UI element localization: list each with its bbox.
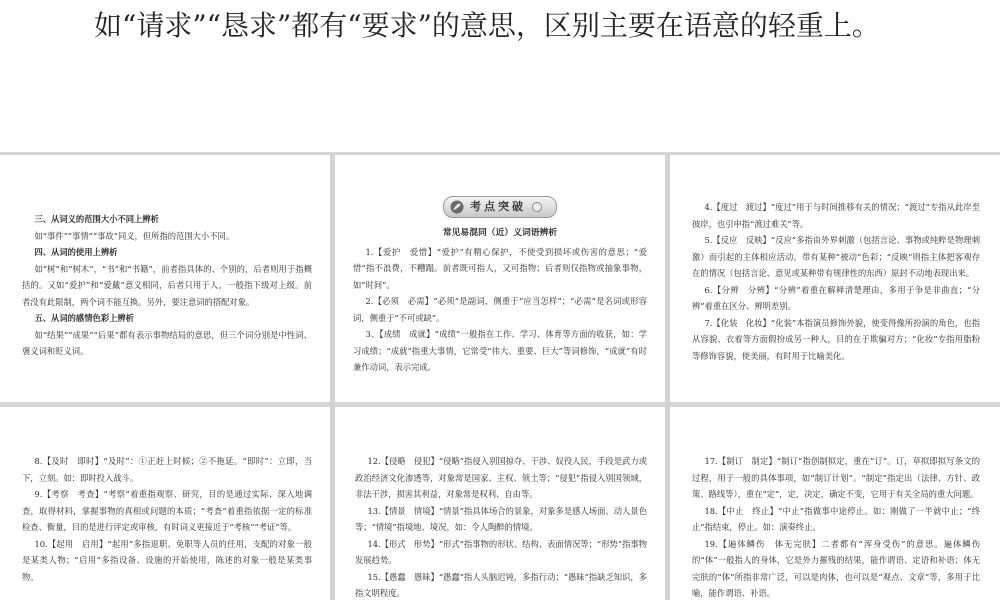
panel-subtitle: 常见易混同（近）义词语辨析: [442, 228, 558, 238]
top-slide-text: 如“请求”“恳求”都有“要求”的意思，区别主要在语意的轻重上。: [94, 9, 880, 42]
paragraph: 13.【情景 情境】“情景”指具体场合的景象，对象多是感人场面、动人景色等；“情境”指境地、境况，如：令人陶醉的情境。: [355, 505, 647, 532]
section-heading: 五、从词的感情色彩上辨析: [34, 313, 135, 323]
paragraph: 如“结果”“成果”“后果”都有表示事物结局的意思，但三个词分别是中性词、褒义词和贬义词。: [22, 329, 312, 356]
slide-panel-1[interactable]: [0, 155, 330, 402]
badge-wrapper: [353, 193, 647, 221]
top-slide: [0, 0, 1000, 152]
slide-panel-6[interactable]: [670, 407, 1000, 600]
paragraph: 6.【分辨 分辨】“分辨”着重在解释清楚理由，多用于争是非曲直；“分辨”着重在区分、辨明差别。: [692, 284, 980, 311]
section-heading: 三、从词义的范围大小不同上辨析: [34, 214, 159, 224]
slide-panel-3[interactable]: [670, 155, 1000, 402]
slide-panel-5[interactable]: [335, 407, 665, 600]
paragraph: 18.【中止 终止】“中止”指做事中途停止。如：刚做了一半就中止；“终止”指结束，停止。如：演奏终止。: [692, 505, 980, 532]
paragraph: 19.【遍体鳞伤 体无完肤】二者都有“浑身受伤”的意思。遍体鳞伤的“体”一般指人的身体，它是外力摧残的结果，能作谓语、定语和补语；体无完肤的“体”所指非常广泛，可以是肉体，也可以是“观点、文章”等，多用于比喻，能作谓语、补语。: [692, 538, 980, 598]
badge-label: 考点突破: [470, 199, 526, 213]
paragraph: 如“事件”“事情”“事故”同义，但所指的范围大小不同。: [34, 230, 235, 241]
paragraph: 15.【愚蠢 愚昧】“愚蠢”指人头脑迟钝，多指行动；“愚昧”指缺乏知识，多指文明程度。: [355, 571, 647, 598]
paragraph: 1.【爱护 爱惜】“爱护”有精心保护，不使受到损坏或伤害的意思；“爱惜”指不浪费，不糟蹋。前者既可指人，又可指物；后者则仅指物或抽象事物，如“时间”。: [353, 246, 647, 290]
paragraph: 5.【反应 反映】“反应”多指由外界刺激（包括言论、事物或纯粹是物理刺激）而引起的主体相应活动，带有某种“被动”色彩；“反映”则指主体把客观存在的情况（包括言论、意见或某种带有规律性的东西）原封不动地表现出来。: [692, 235, 980, 278]
paragraph: 如“树”和“树木”，“书”和“书籍”，前者指具体的、个别的，后者则用于指概括的。又如“爱护”和“爱戴”意义相同，后者只用于人，一般指下级对上级。前者没有此限制，两个词不能互换。另外，要注意词的搭配对象。: [22, 263, 312, 307]
badge-circle-icon: [532, 202, 542, 212]
paragraph: 8.【及时 即时】“及时”：①正赶上时候；②不拖延。“即时”：立即，当下，立刻。如：即时投入战斗。: [22, 456, 312, 483]
paragraph: 10.【起用 启用】“起用”多指退职、免职等人员的任用，支配的对象一般是某类人物；“启用”多指设备、设施的开始使用，陈述的对象一般是某类事物。: [22, 538, 312, 582]
paragraph: 4.【度过 渡过】“度过”用于与时间推移有关的情况；“渡过”专指从此岸至彼岸，也引申指“渡过难关”等。: [692, 202, 980, 229]
section-heading: 四、从词的使用上辨析: [34, 247, 118, 257]
paragraph: 12.【侵略 侵犯】“侵略”指侵入别国掠夺、干涉、奴役人民，手段是武力或政治经济文化渗透等，对象常是国家、主权、领土等；“侵犯”指侵入别国领域，非法干涉，损害其利益，对象常是权利、自由等。: [355, 456, 647, 499]
paragraph: 7.【化装 化妆】“化装”本指演员修饰外貌，使变得像所扮演的角色，也指从容貌、衣着等方面假扮成另一种人，目的在于欺骗对方；“化妆”专指用脂粉等修饰容貌，使美丽，有时用于比喻美化。: [692, 317, 980, 361]
slide-panel-4[interactable]: [0, 407, 330, 600]
paragraph: 9.【考察 考查】“考察”着重指观察、研究，目的是通过实际、深入地调查，取得材料，掌握事物的真相或问题的本质；“考查”着重指依据一定的标准检查、衡量，目的是进行评定或审核，有时词义更接近于“考核”“考证”等。: [22, 489, 312, 532]
paragraph: 3、【成绩 成就】“成绩”一般指在工作、学习、体育等方面的收获，如：学习成绩；“成就”指重大事情，它常受“伟大、重要、巨大”等词修饰，“成就”有时兼作动词，表示完成。: [353, 329, 647, 372]
leaf-icon: [450, 200, 464, 214]
paragraph: 2.【必须 必需】“必须”是副词，侧重于“应当怎样”；“必需”是名词或形容词，侧重于“不可或缺”。: [353, 296, 647, 323]
paragraph: 17.【制订 制定】“制订”指创制拟定，重在“订”。订，草拟即拟写条文的过程，用于一般的具体事项，如“制订计划”。“制定”指定出（法律、方针、政策、路线等），重在“定”，定，决定，确定不变，它用于有关全局的重大问题。: [692, 456, 980, 499]
paragraph: 14.【形式 形势】“形式”指事物的形状、结构、表面情况等；“形势”指事物发展趋势。: [355, 538, 647, 565]
slide-panel-2[interactable]: [335, 155, 665, 402]
section-badge: [443, 196, 557, 218]
